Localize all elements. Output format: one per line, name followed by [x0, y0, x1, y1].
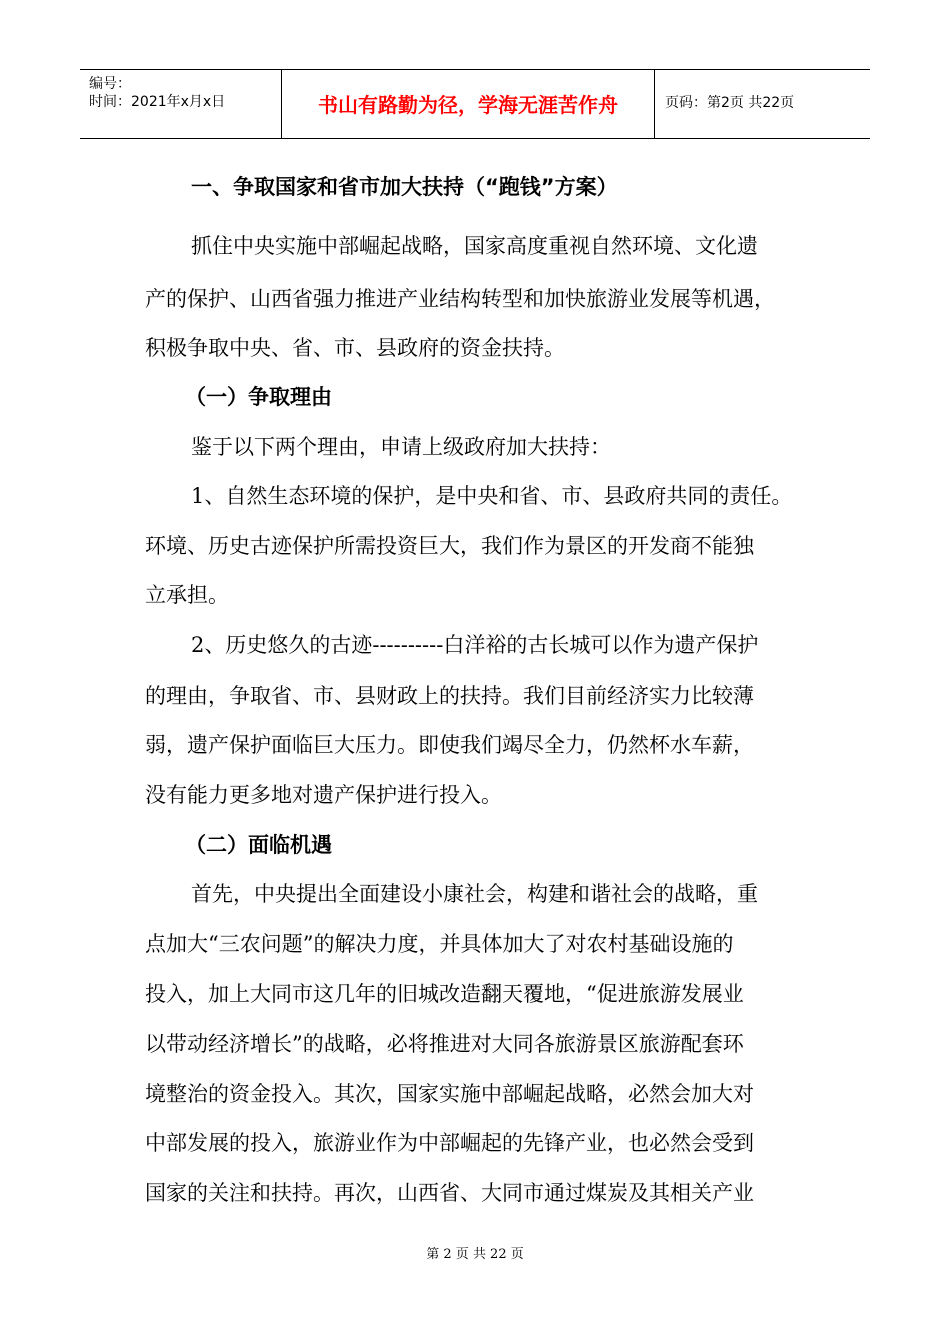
header-page-cell: [655, 70, 870, 138]
time-label: 时间：2021年x月x日: [89, 94, 226, 110]
header-meta-cell: [80, 70, 282, 138]
paragraph-line: 投入，加上大同市这几年的旧城改造翻天覆地，“促进旅游发展业: [145, 982, 744, 1006]
page-footer: 第 2 页 共 22 页: [426, 1247, 524, 1262]
paragraph-line: 2、历史悠久的古迹----------白洋裕的古长城可以作为遗产保护: [191, 633, 759, 657]
paragraph-line: 没有能力更多地对遗产保护进行投入。: [145, 783, 502, 807]
paragraph-line: 弱，遗产保护面临巨大压力。即使我们竭尽全力，仍然杯水车薪，: [145, 733, 754, 757]
paragraph-line: 立承担。: [145, 583, 229, 607]
paragraph-line: 环境、历史古迹保护所需投资巨大，我们作为景区的开发商不能独: [145, 534, 754, 558]
paragraph-line: 首先，中央提出全面建设小康社会，构建和谐社会的战略，重: [191, 882, 758, 906]
paragraph-line: 抓住中央实施中部崛起战略，国家高度重视自然环境、文化遗: [191, 234, 758, 258]
page-info: 页码：第2页 共22页: [665, 95, 795, 111]
subsection-heading: （一）争取理由: [185, 385, 332, 409]
paragraph-line: 的理由，争取省、市、县财政上的扶持。我们目前经济实力比较薄: [145, 684, 754, 708]
paragraph-line: 积极争取中央、省、市、县政府的资金扶持。: [145, 336, 565, 360]
subsection-heading: （二）面临机遇: [185, 833, 332, 857]
section-heading: 一、争取国家和省市加大扶持（“跑钱”方案）: [191, 175, 618, 199]
paragraph-line: 1、自然生态环境的保护，是中央和省、市、县政府共同的责任。: [191, 484, 793, 508]
paragraph-line: 国家的关注和扶持。再次，山西省、大同市通过煤炭及其相关产业: [145, 1181, 754, 1205]
paragraph-line: 境整治的资金投入。其次，国家实施中部崛起战略，必然会加大对: [145, 1082, 754, 1106]
paragraph-line: 鉴于以下两个理由，申请上级政府加大扶持：: [191, 435, 611, 459]
paragraph-line: 以带动经济增长”的战略，必将推进对大同各旅游景区旅游配套环: [145, 1032, 744, 1056]
motto-text: 书山有路勤为径，学海无涯苦作舟: [318, 93, 618, 117]
document-header: [80, 69, 870, 139]
paragraph-line: 产的保护、山西省强力推进产业结构转型和加快旅游业发展等机遇，: [145, 287, 775, 311]
paragraph-line: 点加大“三农问题”的解决力度，并具体加大了对农村基础设施的: [145, 932, 734, 956]
header-motto-cell: [282, 70, 655, 138]
number-label: 编号：: [89, 76, 131, 92]
paragraph-line: 中部发展的投入，旅游业作为中部崛起的先锋产业，也必然会受到: [145, 1131, 754, 1155]
